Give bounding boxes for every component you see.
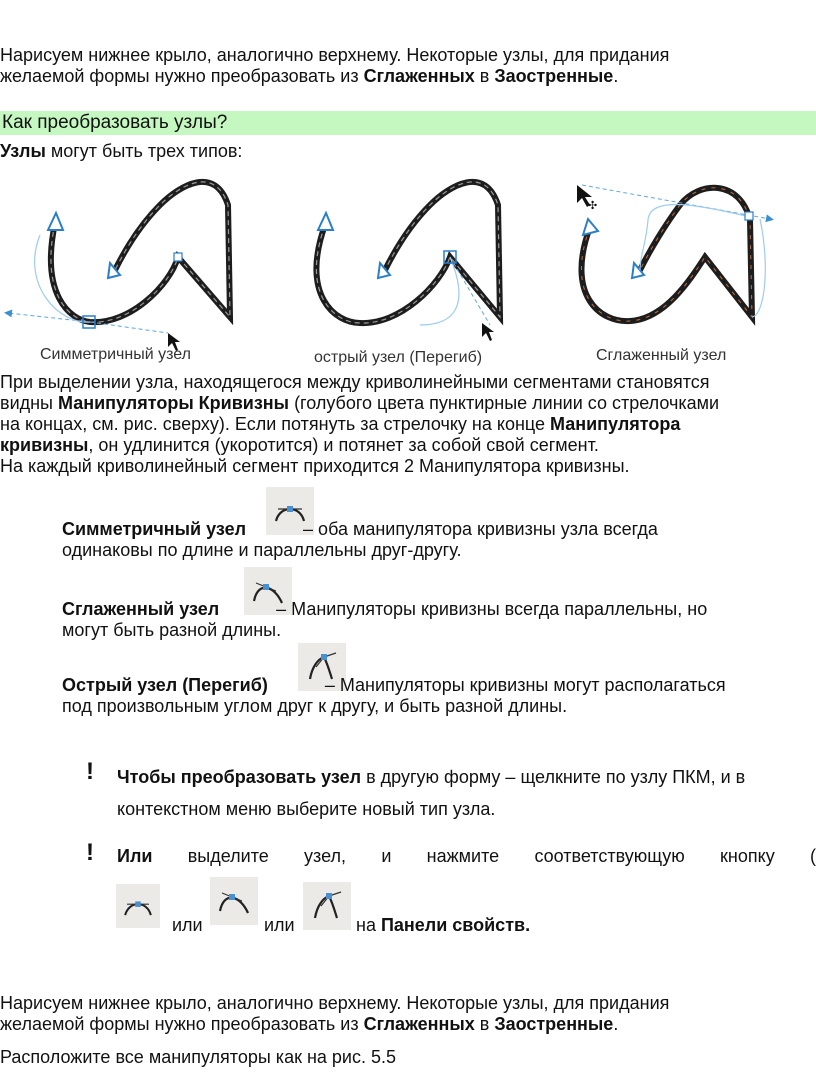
tip-1-line-2: контекстном меню выберите новый тип узла.: [117, 799, 496, 819]
smooth-node-button[interactable]: [210, 877, 258, 925]
paragraph-line-1: При выделении узла, находящегося между криволинейными сегментами становятся: [0, 372, 710, 392]
outro-line-3: Расположите все манипуляторы как на рис. 5.5: [0, 1047, 396, 1067]
exclamation-icon: !: [86, 839, 94, 866]
tip-1-line-1: Чтобы преобразовать узел в другую форму – щелкните по узлу ПКМ, и в: [117, 767, 746, 787]
intro-paragraph: [0, 45, 816, 87]
section-heading-band: [0, 111, 816, 135]
svg-text:✣: ✣: [588, 199, 598, 212]
node-types-figure: [0, 175, 816, 370]
outro-line-2: желаемой формы нужно преобразовать из Сглаженных в Заостренные.: [0, 1014, 619, 1034]
cusp-node-button[interactable]: [303, 882, 351, 930]
node-types-line: Узлы могут быть трех типов:: [0, 141, 243, 161]
or-text-2: или: [264, 915, 295, 935]
intro-line-1: Нарисуем нижнее крыло, аналогично верхнему. Некоторые узлы, для придания: [0, 45, 670, 65]
caption-cusp: острый узел (Перегиб): [314, 349, 483, 366]
section-title: Как преобразовать узлы?: [2, 112, 228, 133]
property-bar-text: на Панели свойств.: [356, 915, 531, 935]
paragraph-line-3: на концах, см. рис. сверху). Если потянуть за стрелочку на конце Манипулятора: [0, 414, 681, 434]
definition-cusp-line-1: Острый узел (Перегиб) – Манипуляторы кривизны могут располагаться: [62, 675, 726, 695]
definition-symmetric-line-2: одинаковы по длине и параллельны друг-другу.: [62, 540, 462, 560]
intro-line-2: желаемой формы нужно преобразовать из Сглаженных в Заостренные.: [0, 66, 619, 86]
exclamation-icon: !: [86, 758, 94, 785]
definition-smooth-line-2: могут быть разной длины.: [62, 620, 282, 640]
smooth-node-illustration: [577, 185, 770, 321]
or-text-1: или: [172, 915, 203, 935]
paragraph-line-2: видны Манипуляторы Кривизны (голубого цвета пунктирные линии со стрелочками: [0, 393, 720, 413]
definition-symmetric-line-1: Симметричный узел – оба манипулятора кривизны узла всегда: [62, 519, 658, 539]
definition-smooth-line-1: Сглаженный узел – Манипуляторы кривизны всегда параллельны, но: [62, 599, 708, 619]
symmetric-node-illustration: [8, 182, 230, 351]
caption-smooth: Сглаженный узел: [596, 347, 727, 364]
tip-2-line-1: Или выделите узел, и нажмите соответствующую кнопку (: [117, 846, 816, 866]
paragraph-line-4: кривизны, он удлинится (укоротится) и потянет за собой свой сегмент.: [0, 435, 599, 455]
caption-symmetric: Симметричный узел: [40, 346, 191, 363]
outro-line-1: Нарисуем нижнее крыло, аналогично верхнему. Некоторые узлы, для придания: [0, 993, 670, 1013]
symmetric-node-button[interactable]: [116, 884, 160, 928]
definition-cusp-line-2: под произвольным углом друг к другу, и быть разной длины.: [62, 696, 568, 716]
outro-paragraph: [0, 993, 816, 1035]
paragraph-line-5: На каждый криволинейный сегмент приходится 2 Манипулятора кривизны.: [0, 456, 630, 476]
cusp-node-illustration: [316, 182, 500, 341]
handles-paragraph: [0, 372, 816, 477]
